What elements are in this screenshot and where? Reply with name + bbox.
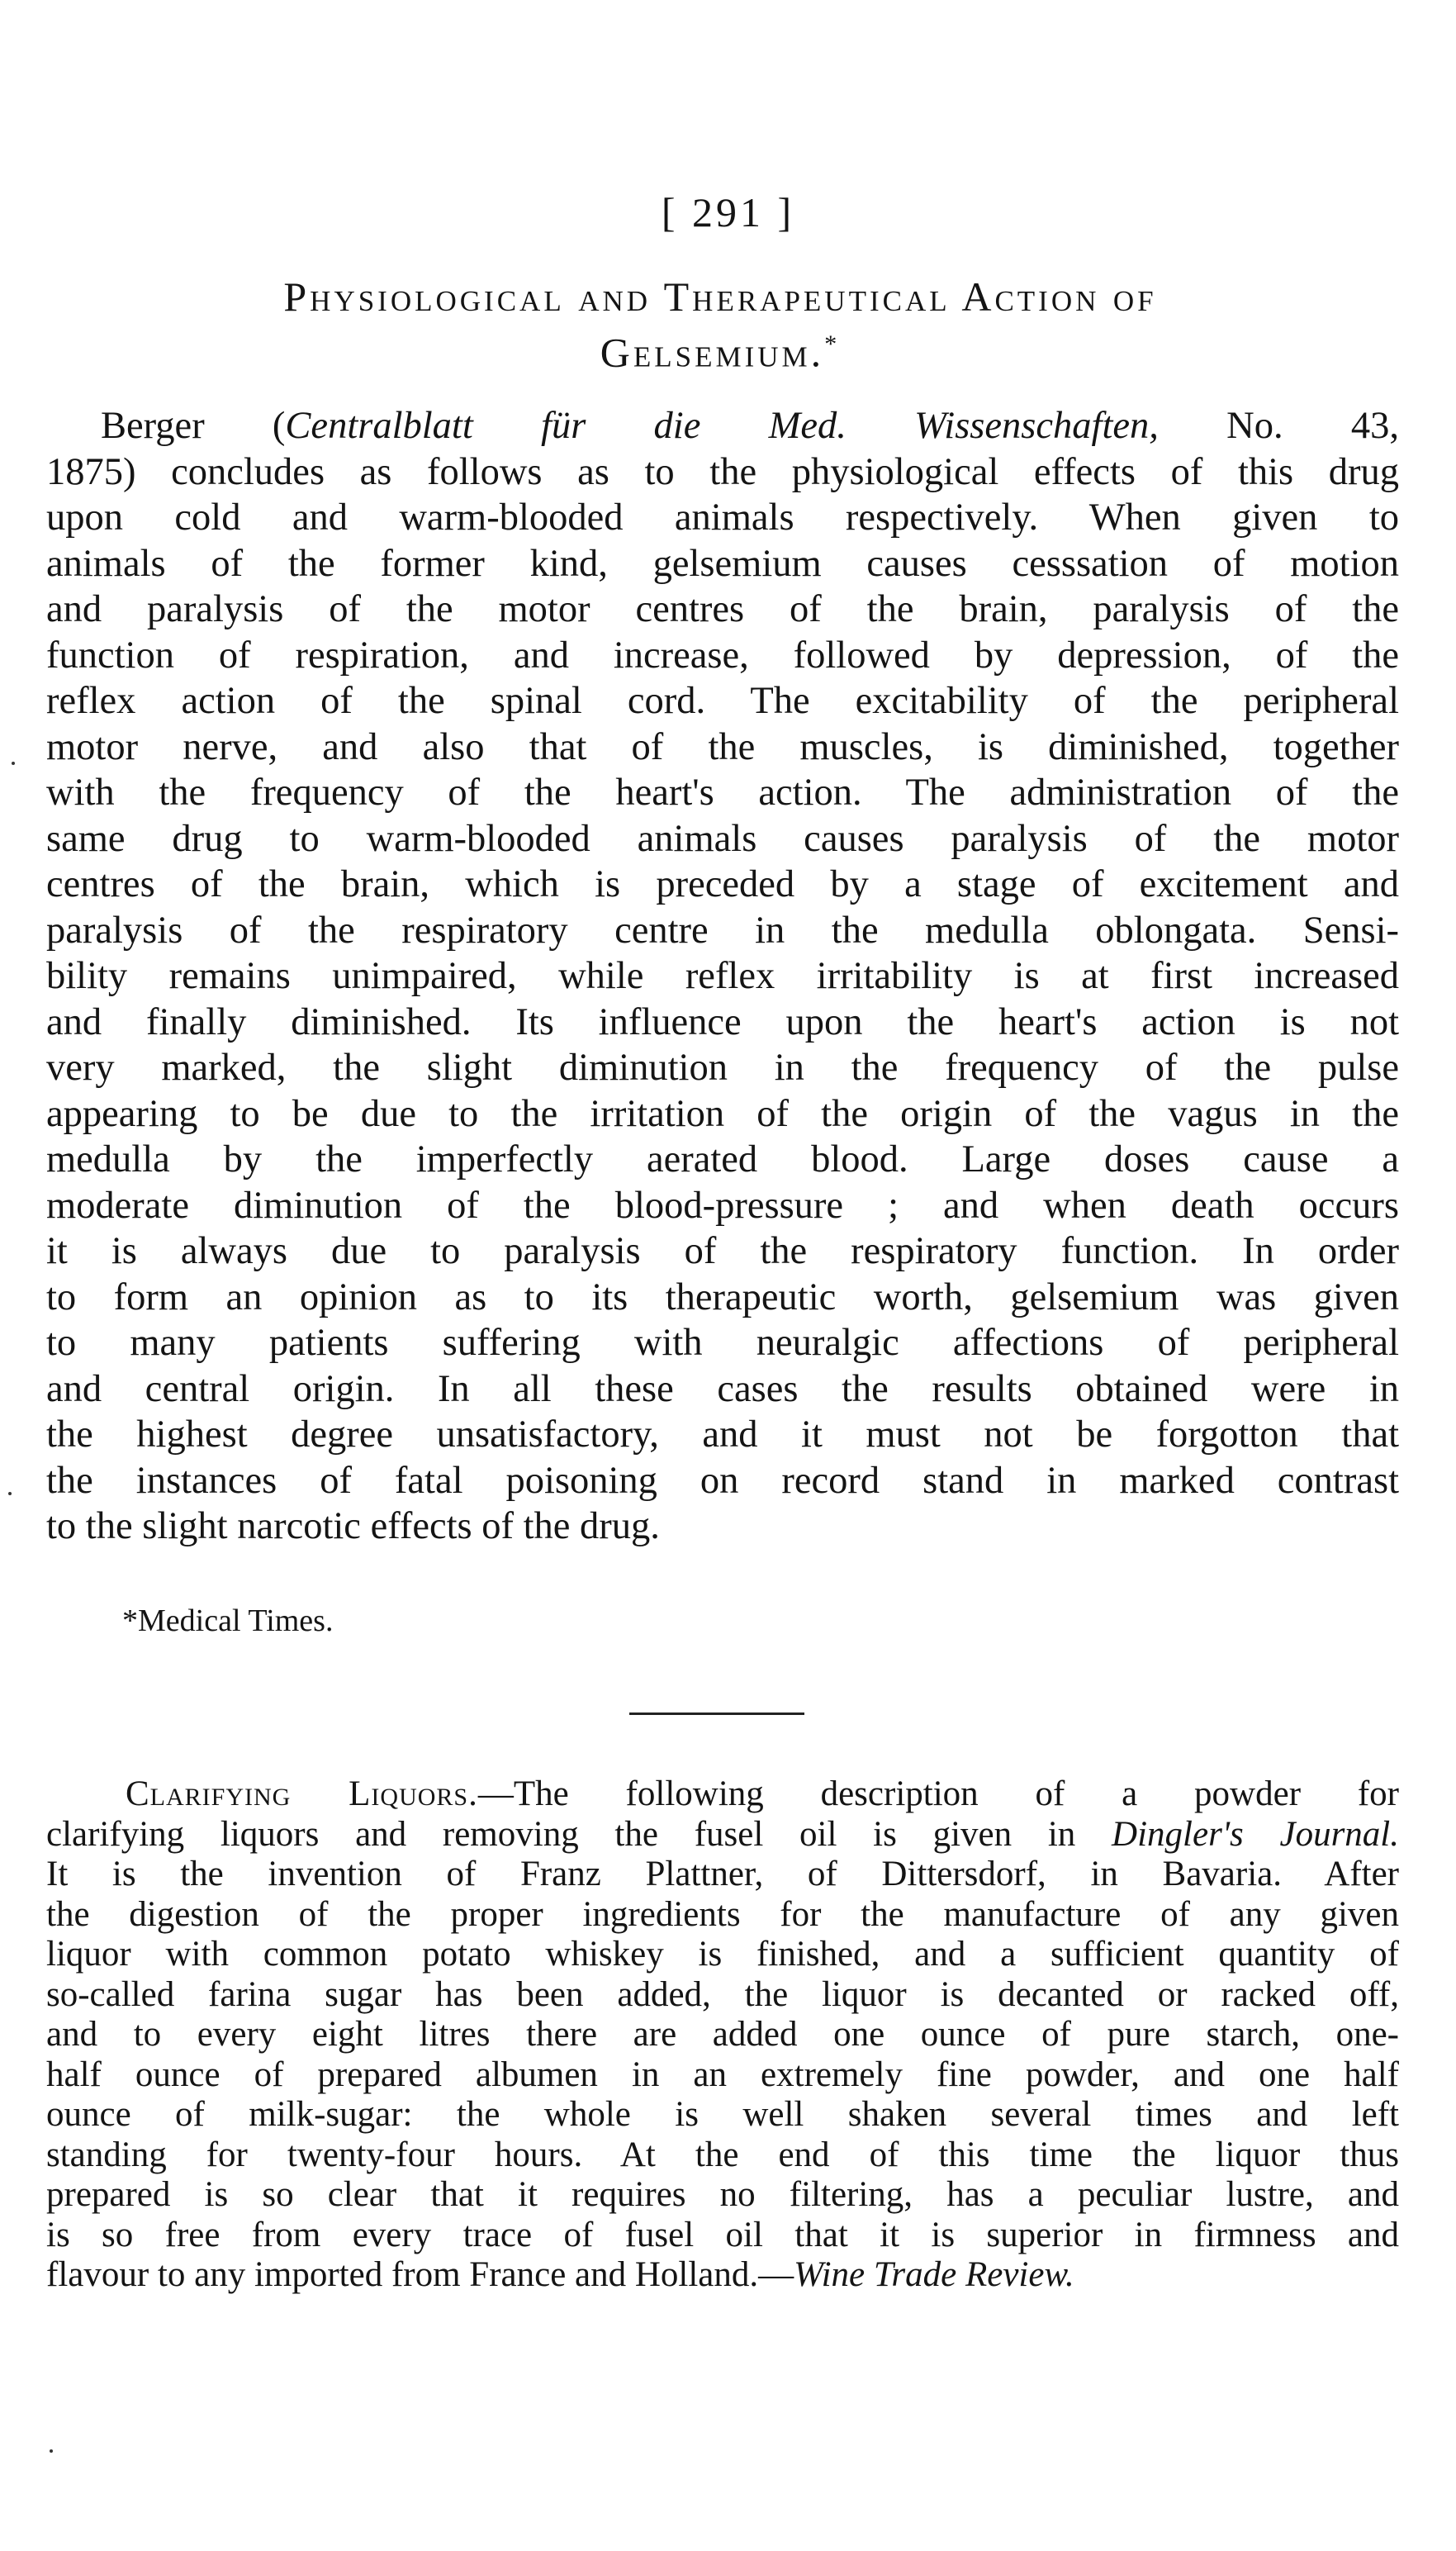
note-line-text: —The following description of a powder for (477, 1774, 1399, 1813)
note-heading: Clarifying Liquors. (126, 1774, 478, 1813)
note-line: the digestion of the proper ingredients for the manufacture of any given (46, 1894, 1399, 1934)
body-line: reflex action of the spinal cord. The excitability of the peripheral (46, 680, 1399, 722)
footnote-marker: * (824, 330, 841, 358)
body-line: the instances of fatal poisoning on record stand in marked contrast (46, 1459, 1399, 1502)
body-line: to form an opinion as to its therapeutic worth, gelsemium was given (46, 1276, 1399, 1318)
body-line-text: Berger ( (101, 405, 286, 447)
body-line: bility remains unimpaired, while reflex irritability is at first increased (46, 955, 1399, 997)
note-line-last (46, 2255, 1399, 2296)
body-line: and central origin. In all these cases the results obtained were in (46, 1367, 1399, 1410)
body-line-1 (46, 403, 1399, 449)
print-speck (8, 1492, 12, 1495)
body-line: to many patients suffering with neuralgic affections of peripheral (46, 1322, 1399, 1364)
body-line-last: to the slight narcotic effects of the drug. (46, 1505, 660, 1547)
body-line: upon cold and warm-blooded animals respectively. When given to (46, 496, 1399, 539)
note-line: liquor with common potato whiskey is finished, and a sufficient quantity of (46, 1935, 1399, 1974)
citation-journal: Centralblatt für die Med. Wissenschaften, (285, 405, 1159, 447)
journal-name: Dingler's Journal. (1112, 1814, 1399, 1854)
body-line: moderate diminution of the blood-pressure ; and when death occurs (46, 1184, 1399, 1227)
note-line: It is the invention of Franz Plattner, of Dittersdorf, in Bavaria. After (46, 1855, 1399, 1893)
note-line: so-called farina sugar has been added, the liquor is decanted or racked off, (46, 1974, 1399, 2014)
body-line: same drug to warm-blooded animals causes paralysis of the motor (46, 817, 1399, 860)
body-line: function of respiration, and increase, followed by depression, of the (46, 634, 1399, 677)
body-line: motor nerve, and also that of the muscles, is diminished, together (46, 725, 1399, 768)
citation-number: No. 43, (1158, 405, 1399, 447)
page-number: [ 291 ] (661, 189, 795, 235)
body-line: with the frequency of the heart's action. The administration of the (46, 772, 1399, 814)
article-title (35, 273, 1406, 377)
body-line: very marked, the slight diminution in the frequency of the pulse (46, 1047, 1399, 1089)
body-line: medulla by the imperfectly aerated blood. Large doses cause a (46, 1138, 1399, 1180)
body-line: appearing to be due to the irritation of the origin of the vagus in the (46, 1092, 1399, 1135)
body-line: animals of the former kind, gelsemium causes cesssation of motion (46, 542, 1399, 585)
note-line-2 (46, 1815, 1399, 1855)
note-line-text: flavour to any imported from France and Holland.— (46, 2255, 794, 2294)
print-speck (12, 762, 15, 765)
note-line: half ounce of prepared albumen in an extremely fine powder, and one half (46, 2055, 1399, 2094)
title-line-1: Physiological and Therapeutical Action of (283, 273, 1157, 320)
clarifying-liquors-note (46, 1774, 1399, 2296)
body-line: the highest degree unsatisfactory, and it must not be forgotton that (46, 1413, 1399, 1456)
body-line: and finally diminished. Its influence upon the heart's action is not (46, 1000, 1399, 1043)
source-name: Wine Trade Review. (794, 2255, 1074, 2294)
footnote: *Medical Times. (122, 1603, 334, 1638)
body-line: paralysis of the respiratory centre in the medulla oblongata. Sensi- (46, 909, 1399, 952)
title-line-2 (35, 321, 1406, 377)
article-body (46, 403, 1399, 1550)
body-line: centres of the brain, which is preceded by a stage of excitement and (46, 863, 1399, 905)
body-line: and paralysis of the motor centres of the brain, paralysis of the (46, 588, 1399, 630)
note-line-text: clarifying liquors and removing the fusel oil is given in (46, 1814, 1112, 1854)
title-word: Gelsemium. (600, 329, 825, 376)
print-speck (50, 2449, 53, 2453)
note-line: is so free from every trace of fusel oil that it is superior in firmness and (46, 2215, 1399, 2254)
section-divider (629, 1713, 804, 1715)
note-line: and to every eight litres there are added one ounce of pure starch, one- (46, 2015, 1399, 2054)
note-line: ounce of milk-sugar: the whole is well shaken several times and left (46, 2095, 1399, 2134)
body-line: 1875) concludes as follows as to the physiological effects of this drug (46, 450, 1399, 493)
note-line-1 (46, 1774, 1399, 1815)
note-line: standing for twenty-four hours. At the end of this time the liquor thus (46, 2135, 1399, 2174)
note-line: prepared is so clear that it requires no filtering, has a peculiar lustre, and (46, 2175, 1399, 2214)
body-line: it is always due to paralysis of the respiratory function. In order (46, 1230, 1399, 1272)
